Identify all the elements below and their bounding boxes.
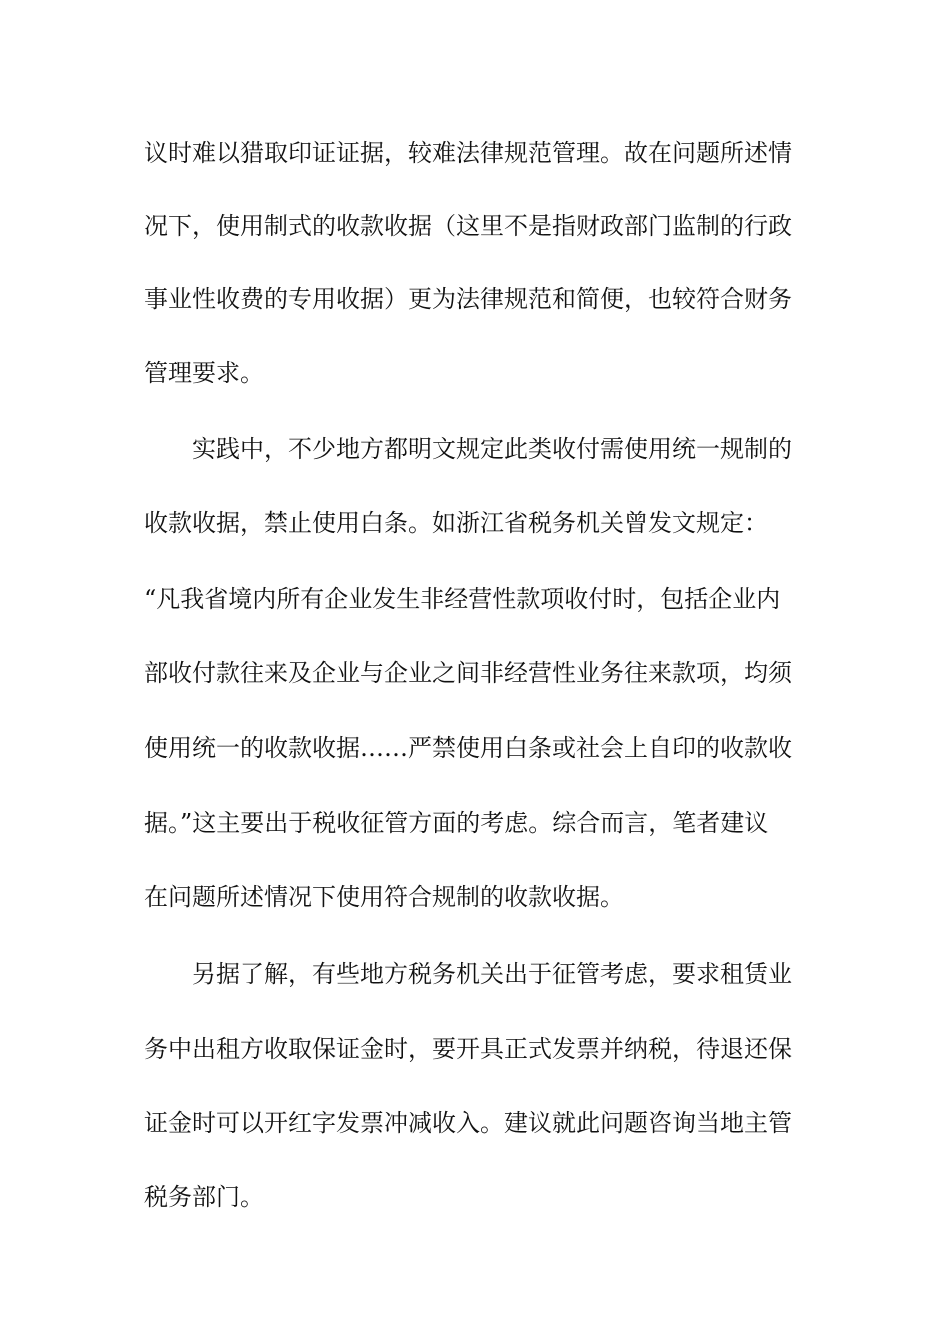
text-line: 议时难以猎取印证证据，较难法律规范管理。故在问题所述情 [144, 139, 792, 167]
text-line: 事业性收费的专用收据）更为法律规范和简便，也较符合财务 [144, 285, 792, 313]
text-line: 证金时可以开红字发票冲减收入。建议就此问题咨询当地主管 [144, 1109, 792, 1137]
text-line: 部收付款往来及企业与企业之间非经营性业务往来款项，均须 [144, 659, 792, 687]
text-line: 使用统一的收款收据……严禁使用白条或社会上自印的收款收 [144, 734, 792, 762]
paragraph-first-line: 另据了解，有些地方税务机关出于征管考虑，要求租赁业 [192, 960, 792, 988]
text-line: 税务部门。 [144, 1183, 264, 1211]
text-line: 收款收据，禁止使用白条。如浙江省税务机关曾发文规定： [144, 509, 768, 537]
text-line: 况下，使用制式的收款收据（这里不是指财政部门监制的行政 [144, 212, 792, 240]
paragraph-first-line: 实践中，不少地方都明文规定此类收付需使用统一规制的 [192, 435, 792, 463]
text-line: 据。”这主要出于税收征管方面的考虑。综合而言，笔者建议 [144, 809, 769, 837]
text-line: 管理要求。 [144, 359, 264, 387]
text-line: “凡我省境内所有企业发生非经营性款项收付时，包括企业内 [144, 585, 781, 613]
text-line: 务中出租方收取保证金时，要开具正式发票并纳税，待退还保 [144, 1035, 792, 1063]
text-line: 在问题所述情况下使用符合规制的收款收据。 [144, 883, 624, 911]
